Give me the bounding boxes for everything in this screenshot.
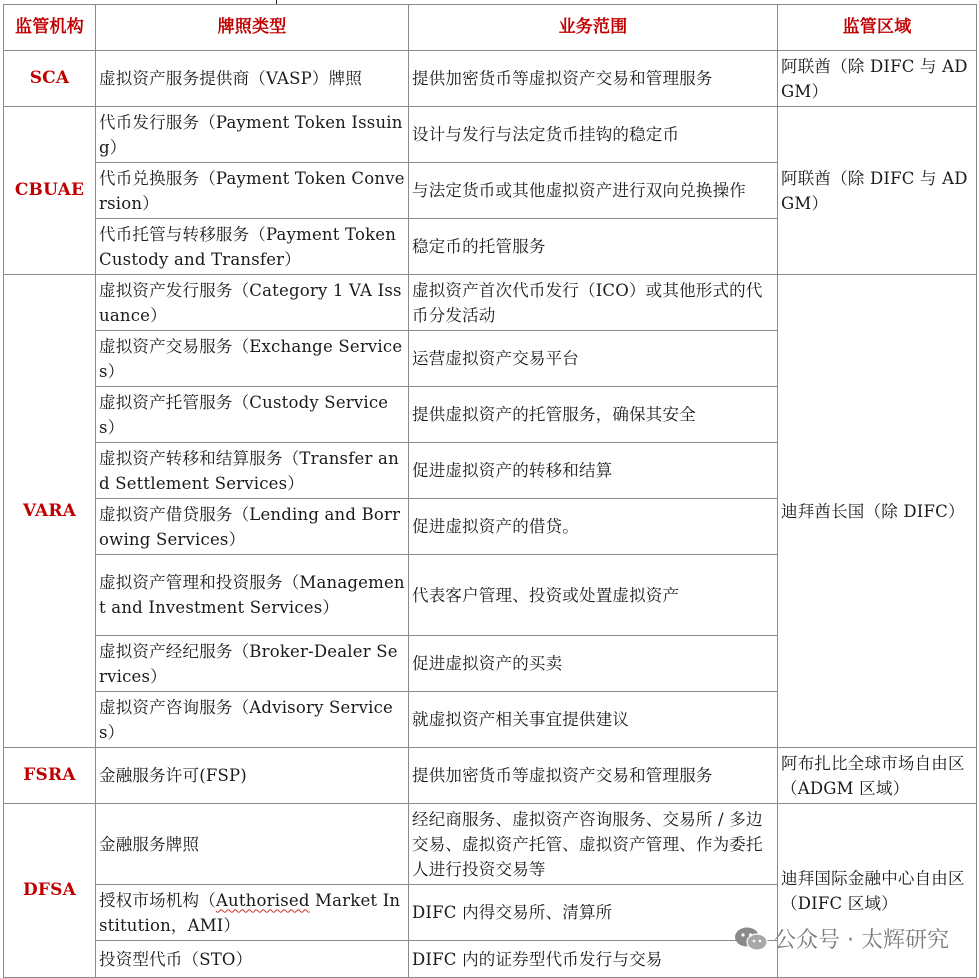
- license-cell: 虚拟资产发行服务（Category 1 VA Issuance）: [96, 275, 409, 331]
- org-dfsa: DFSA: [4, 804, 96, 978]
- scope-cell: 促进虚拟资产的借贷。: [409, 499, 778, 555]
- org-cbuae: CBUAE: [4, 107, 96, 275]
- region-dfsa: 迪拜国际金融中心自由区（DIFC 区域）: [778, 804, 977, 978]
- header-license: 牌照类型: [96, 5, 409, 51]
- watermark-text: 公众号 · 太辉研究: [774, 928, 949, 953]
- region-fsra: 阿布扎比全球市场自由区（ADGM 区域）: [778, 748, 977, 804]
- license-cell: 虚拟资产服务提供商（VASP）牌照: [96, 51, 409, 107]
- scope-cell: 运营虚拟资产交易平台: [409, 331, 778, 387]
- header-row: [4, 5, 977, 51]
- license-underlined-word: Authorised: [215, 890, 310, 910]
- watermark: [734, 923, 949, 954]
- scope-cell: 促进虚拟资产的转移和结算: [409, 443, 778, 499]
- scope-cell: 代表客户管理、投资或处置虚拟资产: [409, 555, 778, 636]
- license-cell: 虚拟资产经纪服务（Broker-Dealer Services）: [96, 636, 409, 692]
- scope-cell: 设计与发行与法定货币挂钩的稳定币: [409, 107, 778, 163]
- license-prefix: 授权市场机构（: [99, 890, 216, 910]
- scope-cell: 虚拟资产首次代币发行（ICO）或其他形式的代币分发活动: [409, 275, 778, 331]
- scope-cell: 就虚拟资产相关事宜提供建议: [409, 692, 778, 748]
- license-cell: 虚拟资产交易服务（Exchange Services）: [96, 331, 409, 387]
- header-org: 监管机构: [4, 5, 96, 51]
- region-sca: 阿联酋（除 DIFC 与 ADGM）: [778, 51, 977, 107]
- scope-cell: DIFC 内得交易所、清算所: [409, 885, 778, 941]
- scope-cell: 提供虚拟资产的托管服务，确保其安全: [409, 387, 778, 443]
- scope-cell: 提供加密货币等虚拟资产交易和管理服务: [409, 748, 778, 804]
- scope-cell: 促进虚拟资产的买卖: [409, 636, 778, 692]
- table-row: [4, 748, 977, 804]
- license-cell: 金融服务许可(FSP): [96, 748, 409, 804]
- org-vara: VARA: [4, 275, 96, 748]
- table-row: [4, 804, 977, 885]
- license-cell: 代币托管与转移服务（Payment Token Custody and Transfer）: [96, 219, 409, 275]
- scope-cell: 稳定币的托管服务: [409, 219, 778, 275]
- header-scope: 业务范围: [409, 5, 778, 51]
- wechat-icon: [734, 926, 768, 952]
- scope-cell: 与法定货币或其他虚拟资产进行双向兑换操作: [409, 163, 778, 219]
- license-cell: 投资型代币（STO）: [96, 941, 409, 978]
- region-vara: 迪拜酋长国（除 DIFC）: [778, 275, 977, 748]
- license-cell: [96, 885, 409, 941]
- license-cell: 虚拟资产管理和投资服务（Management and Investment Services）: [96, 555, 409, 636]
- header-region: 监管区域: [778, 5, 977, 51]
- org-fsra: FSRA: [4, 748, 96, 804]
- scope-cell: 提供加密货币等虚拟资产交易和管理服务: [409, 51, 778, 107]
- license-cell: 代币发行服务（Payment Token Issuing）: [96, 107, 409, 163]
- scope-cell: 经纪商服务、虚拟资产咨询服务、交易所 / 多边交易、虚拟资产托管、虚拟资产管理、作为委托人进行投资交易等: [409, 804, 778, 885]
- license-cell: 虚拟资产托管服务（Custody Services）: [96, 387, 409, 443]
- table-row: [4, 51, 977, 107]
- license-cell: 金融服务牌照: [96, 804, 409, 885]
- license-cell: 虚拟资产借贷服务（Lending and Borrowing Services）: [96, 499, 409, 555]
- license-cell: 虚拟资产咨询服务（Advisory Services）: [96, 692, 409, 748]
- region-cbuae: 阿联酋（除 DIFC 与 ADGM）: [778, 107, 977, 275]
- license-cell: 代币兑换服务（Payment Token Conversion）: [96, 163, 409, 219]
- table-row: [4, 275, 977, 331]
- scope-cell: DIFC 内的证券型代币发行与交易: [409, 941, 778, 978]
- license-suffix: Market Institution，AMI）: [99, 890, 401, 935]
- table-row: [4, 107, 977, 163]
- license-cell: 虚拟资产转移和结算服务（Transfer and Settlement Services）: [96, 443, 409, 499]
- org-sca: SCA: [4, 51, 96, 107]
- regulation-table: [3, 4, 977, 978]
